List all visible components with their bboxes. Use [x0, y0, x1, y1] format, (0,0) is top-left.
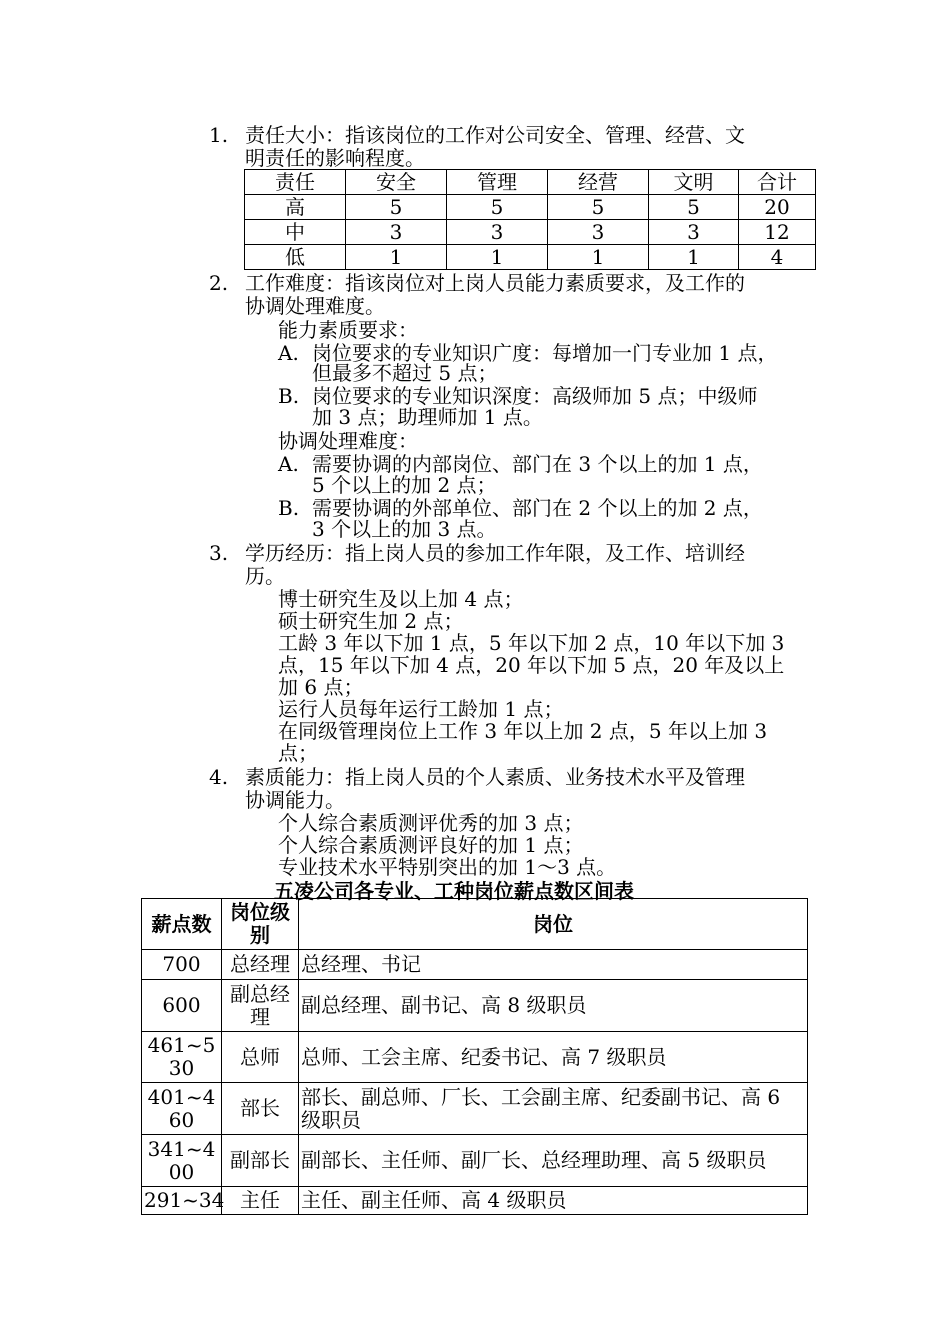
- item-mark: A.: [278, 452, 299, 476]
- table-row: [142, 950, 808, 980]
- table-cell: 5: [447, 195, 548, 220]
- header-cell: 岗位: [299, 899, 808, 950]
- table-cell: 3: [346, 220, 447, 245]
- header-cell: 合计: [739, 170, 816, 195]
- header-cell: 责任: [245, 170, 346, 195]
- section-1-line-2: 明责任的影响程度。: [245, 146, 425, 170]
- positions-cell: 总师、工会主席、纪委书记、高 7 级职员: [299, 1032, 808, 1083]
- positions-cell: 主任、副主任师、高 4 级职员: [299, 1187, 808, 1215]
- pay-points-cell: 291~34: [142, 1187, 222, 1215]
- table-row: [142, 1187, 808, 1215]
- item-mark: B.: [278, 496, 300, 520]
- pay-points-table: [141, 898, 808, 1215]
- table-cell: 5: [649, 195, 739, 220]
- quality-item: 个人综合素质测评良好的加 1 点；: [278, 833, 584, 857]
- item-mark: B.: [278, 384, 300, 408]
- section-2-line-2: 协调处理难度。: [245, 294, 385, 318]
- pay-points-cell: 700: [142, 950, 222, 980]
- table-row: [245, 245, 816, 270]
- coordination-heading: 协调处理难度：: [278, 429, 418, 453]
- table-row: [142, 980, 808, 1032]
- table-row: [245, 195, 816, 220]
- level-cell: 副总经理: [222, 980, 299, 1032]
- ability-item-b-line-1: 岗位要求的专业知识深度：高级师加 5 点；中级师: [312, 384, 758, 408]
- header-cell: 文明: [649, 170, 739, 195]
- table-cell: 低: [245, 245, 346, 270]
- header-cell: 薪点数: [142, 899, 222, 950]
- level-cell: 主任: [222, 1187, 299, 1215]
- pay-points-cell: 461~530: [142, 1032, 222, 1083]
- table-row: [142, 1032, 808, 1083]
- operation-seniority: 运行人员每年运行工龄加 1 点；: [278, 697, 564, 721]
- section-1-line-1: 责任大小：指该岗位的工作对公司安全、管理、经营、文: [245, 123, 745, 147]
- table-cell: 5: [548, 195, 649, 220]
- level-cell: 总经理: [222, 950, 299, 980]
- section-4-number: 4.: [209, 765, 229, 789]
- section-2-number: 2.: [209, 271, 229, 295]
- section-2-line-1: 工作难度：指该岗位对上岗人员能力素质要求，及工作的: [245, 271, 745, 295]
- pay-table-title: 五凌公司各专业、工种岗位薪点数区间表: [274, 879, 634, 903]
- table-cell: 1: [548, 245, 649, 270]
- pay-points-cell: 600: [142, 980, 222, 1032]
- seniority-line-2: 点，15 年以下加 4 点，20 年以下加 5 点，20 年及以上: [278, 653, 785, 677]
- level-cell: 总师: [222, 1032, 299, 1083]
- coordination-item-a-line-2: 5 个以上的加 2 点；: [312, 473, 497, 497]
- ability-item-a-line-1: 岗位要求的专业知识广度：每增加一门专业加 1 点，: [312, 341, 778, 365]
- table-cell: 中: [245, 220, 346, 245]
- education-item: 硕士研究生加 2 点；: [278, 609, 464, 633]
- table-cell: 5: [346, 195, 447, 220]
- positions-cell: 部长、副总师、厂长、工会副主席、纪委副书记、高 6 级职员: [299, 1083, 808, 1135]
- section-3-line-2: 历。: [245, 564, 285, 588]
- pay-points-cell: 401~460: [142, 1083, 222, 1135]
- table-cell: 3: [447, 220, 548, 245]
- section-3-number: 3.: [209, 541, 229, 565]
- management-seniority-line-2: 点；: [278, 741, 318, 765]
- responsibility-table: [244, 169, 816, 270]
- level-cell: 部长: [222, 1083, 299, 1135]
- ability-item-a-line-2: 但最多不超过 5 点；: [312, 361, 498, 385]
- table-cell: 3: [548, 220, 649, 245]
- table-row: [142, 1083, 808, 1135]
- positions-cell: 副部长、主任师、副厂长、总经理助理、高 5 级职员: [299, 1135, 808, 1187]
- ability-item-b-line-2: 加 3 点；助理师加 1 点。: [312, 405, 543, 429]
- responsibility-header-row: [245, 170, 816, 195]
- header-cell: 管理: [447, 170, 548, 195]
- table-cell: 12: [739, 220, 816, 245]
- table-cell: 1: [447, 245, 548, 270]
- level-cell: 副部长: [222, 1135, 299, 1187]
- education-item: 博士研究生及以上加 4 点；: [278, 587, 524, 611]
- table-cell: 4: [739, 245, 816, 270]
- table-row: [142, 1135, 808, 1187]
- management-seniority-line-1: 在同级管理岗位上工作 3 年以上加 2 点，5 年以上加 3: [278, 719, 768, 743]
- table-cell: 高: [245, 195, 346, 220]
- table-cell: 3: [649, 220, 739, 245]
- ability-heading: 能力素质要求：: [278, 318, 418, 342]
- section-1-number: 1.: [209, 123, 229, 147]
- section-3-line-1: 学历经历：指上岗人员的参加工作年限，及工作、培训经: [245, 541, 745, 565]
- table-cell: 20: [739, 195, 816, 220]
- table-cell: 1: [649, 245, 739, 270]
- header-cell: 经营: [548, 170, 649, 195]
- coordination-item-b-line-2: 3 个以上的加 3 点。: [312, 517, 497, 541]
- positions-cell: 副总经理、副书记、高 8 级职员: [299, 980, 808, 1032]
- section-4-line-1: 素质能力：指上岗人员的个人素质、业务技术水平及管理: [245, 765, 745, 789]
- pay-points-cell: 341~400: [142, 1135, 222, 1187]
- quality-item: 专业技术水平特别突出的加 1～3 点。: [278, 855, 617, 879]
- item-mark: A.: [278, 341, 299, 365]
- table-row: [245, 220, 816, 245]
- quality-item: 个人综合素质测评优秀的加 3 点；: [278, 811, 584, 835]
- coordination-item-a-line-1: 需要协调的内部岗位、部门在 3 个以上的加 1 点，: [312, 452, 763, 476]
- header-cell: 安全: [346, 170, 447, 195]
- positions-cell: 总经理、书记: [299, 950, 808, 980]
- table-cell: 1: [346, 245, 447, 270]
- seniority-line-1: 工龄 3 年以下加 1 点，5 年以下加 2 点，10 年以下加 3: [278, 631, 785, 655]
- section-4-line-2: 协调能力。: [245, 788, 345, 812]
- header-cell: 岗位级别: [222, 899, 299, 950]
- coordination-item-b-line-1: 需要协调的外部单位、部门在 2 个以上的加 2 点，: [312, 496, 763, 520]
- seniority-line-3: 加 6 点；: [278, 675, 364, 699]
- pay-table-header-row: [142, 899, 808, 950]
